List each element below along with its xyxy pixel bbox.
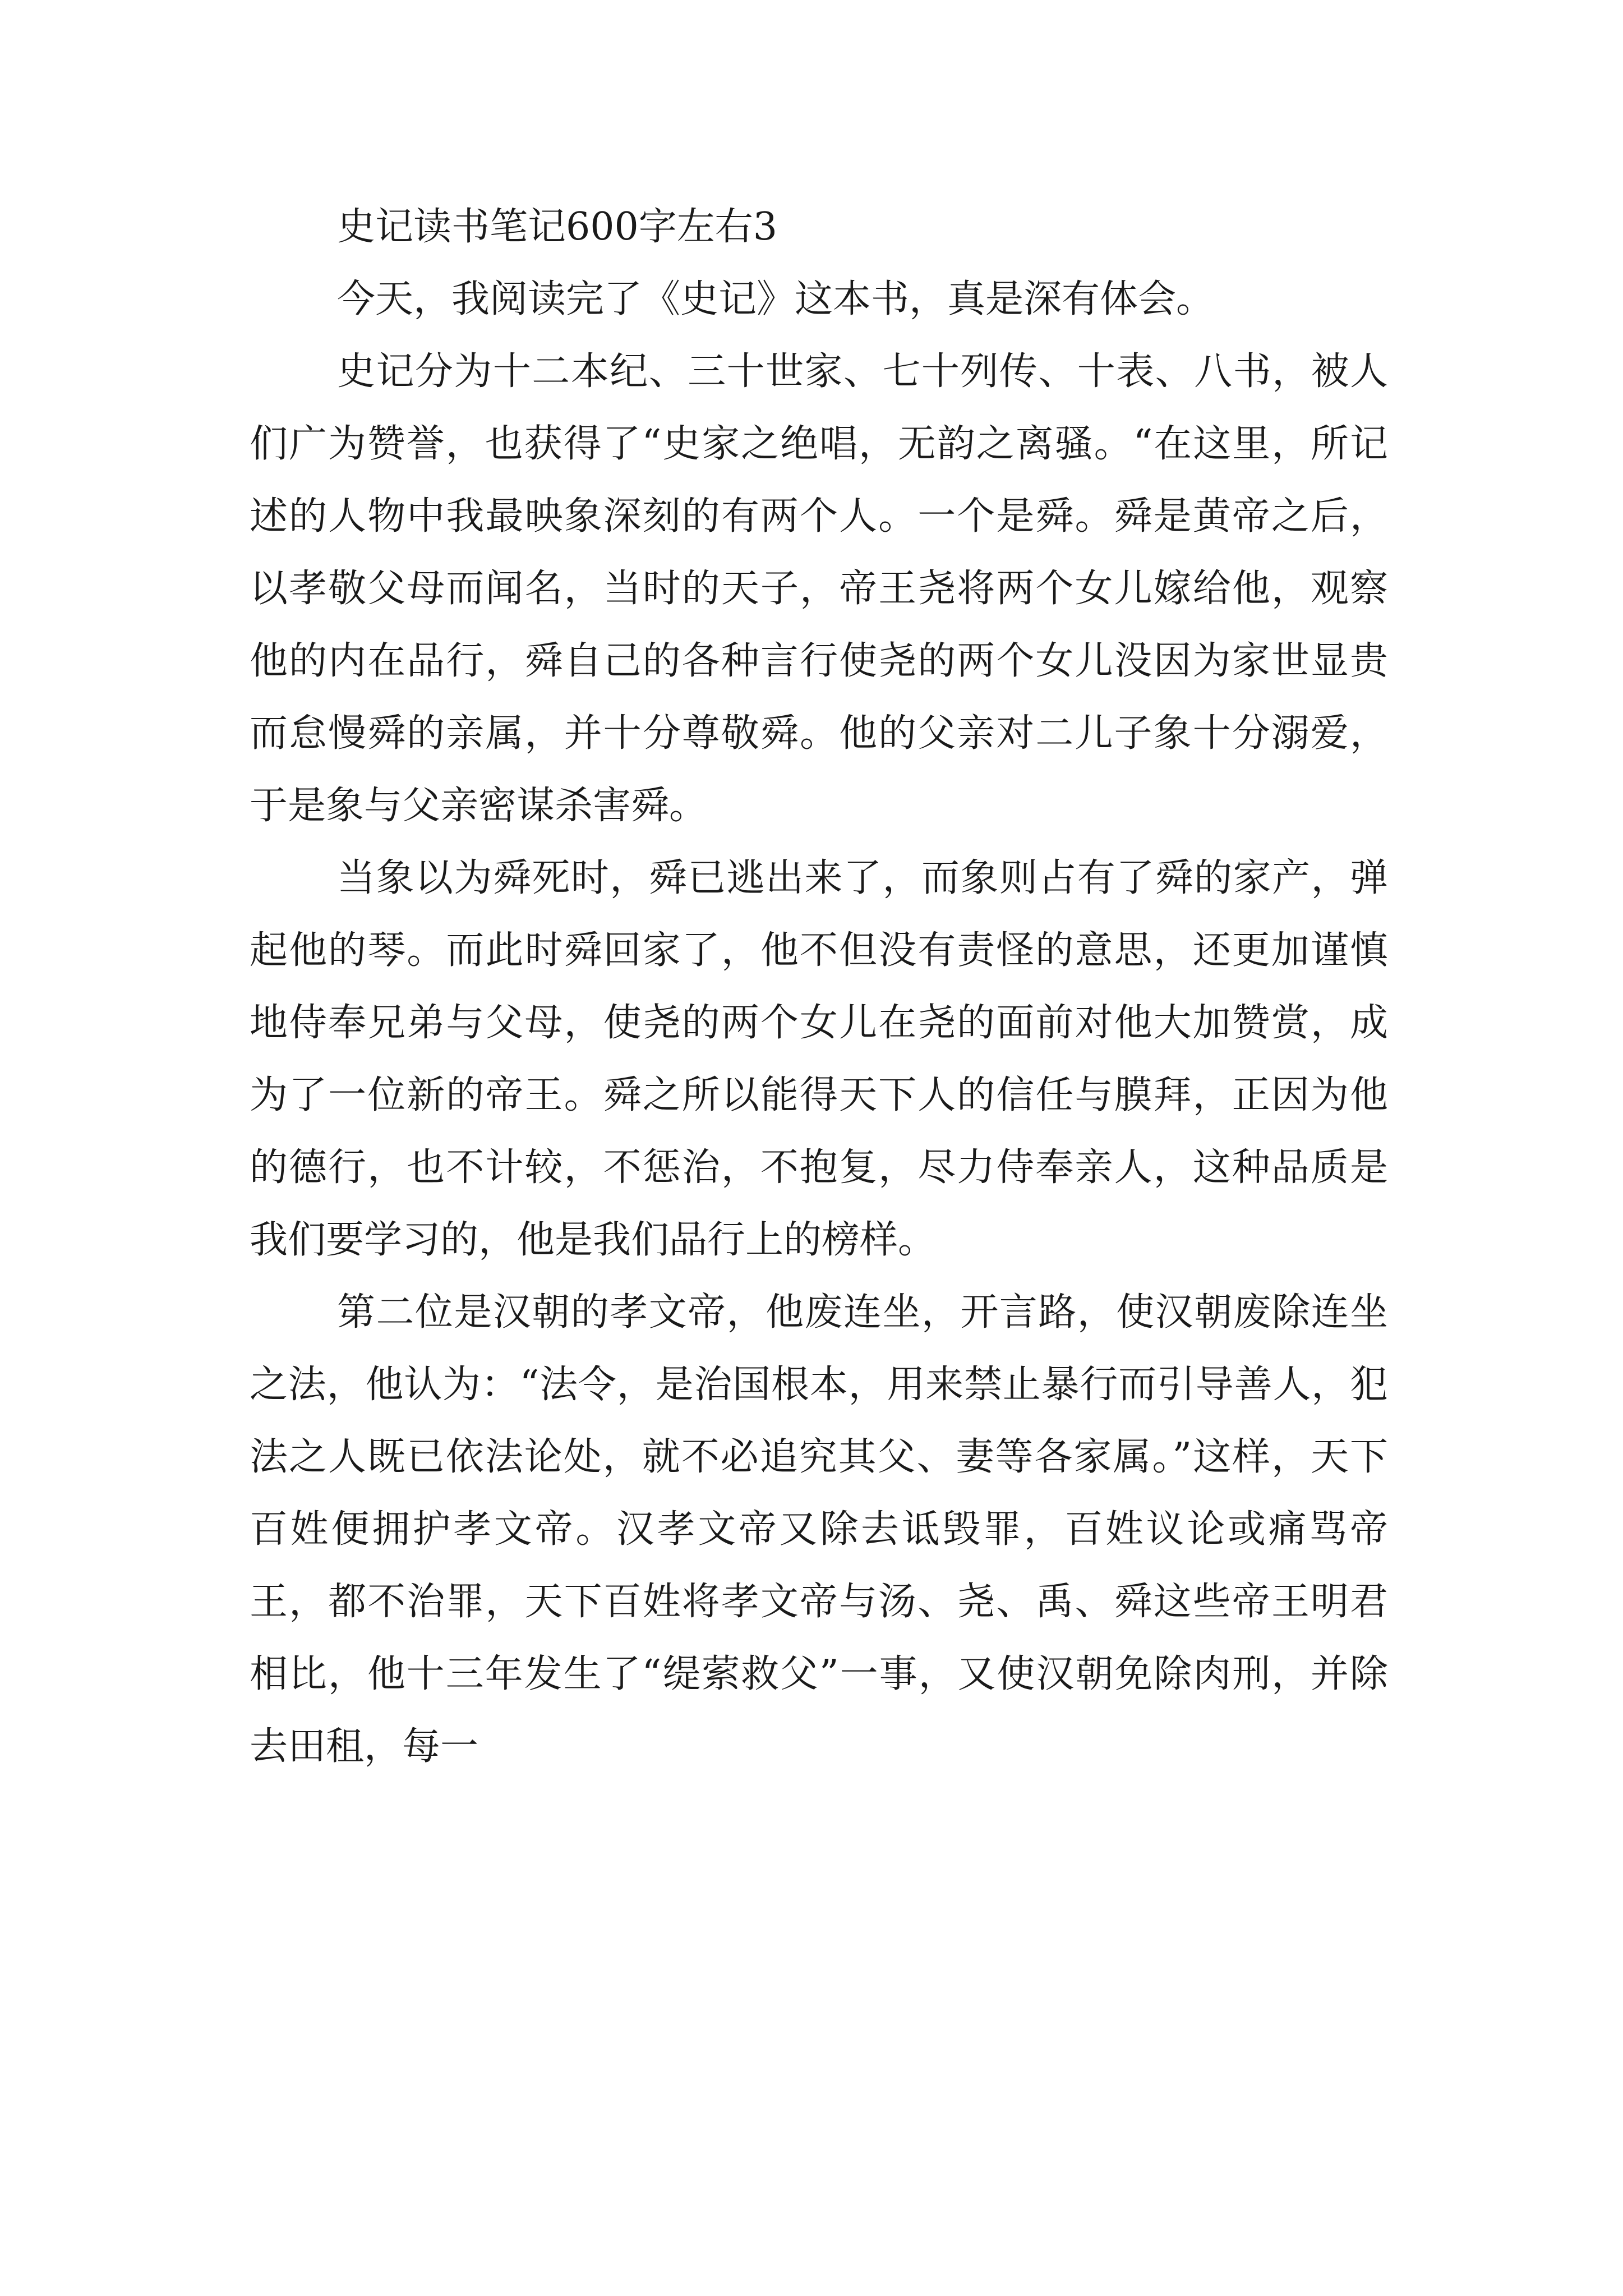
paragraph-shun: 史记分为十二本纪、三十世家、七十列传、十表、八书，被人们广为赞誉，也获得了“史家之绝唱，无韵之离骚。“在这里，所记述的人物中我最映象深刻的有两个人。一个是舜。舜是黄帝之后，以孝敬父母而闻名，当时的天子，帝王尧将两个女儿嫁给他，观察他的内在品行，舜自己的各种言行使尧的两个女儿没因为家世显贵而怠慢舜的亲属，并十分尊敬舜。他的父亲对二儿子象十分溺爱，于是象与父亲密谋杀害舜。: [250, 349, 1388, 828]
paragraph-emperor-wen: 第二位是汉朝的孝文帝，他废连坐，开言路，使汉朝废除连坐之法，他认为：“法令，是治国根本，用来禁止暴行而引导善人，犯法之人既已依法论处，就不必追究其父、妻等各家属。”这样，天下百姓便拥护孝文帝。汉孝文帝又除去诋毁罪，百姓议论或痛骂帝王，都不治罪，天下百姓将孝文帝与汤、尧、禹、舜这些帝王明君相比，他十三年发生了“缇萦救父”一事，又使汉朝免除肉刑，并除去田租，每一: [250, 1290, 1388, 1769]
paragraph-shun-virtue: 当象以为舜死时，舜已逃出来了，而象则占有了舜的家产，弹起他的琴。而此时舜回家了，他不但没有责怪的意思，还更加谨慎地侍奉兄弟与父母，使尧的两个女儿在尧的面前对他大加赞赏，成为了一位新的帝王。舜之所以能得天下人的信任与膜拜，正因为他的德行，也不计较，不惩治，不抱复，尽力侍奉亲人，这种品质是我们要学习的，他是我们品行上的榜样。: [250, 856, 1388, 1262]
document-body: [250, 191, 1388, 1783]
paragraph-intro: 今天，我阅读完了《史记》这本书，真是深有体会。: [337, 277, 1215, 321]
document-title: 史记读书笔记600字左右3: [337, 205, 778, 249]
